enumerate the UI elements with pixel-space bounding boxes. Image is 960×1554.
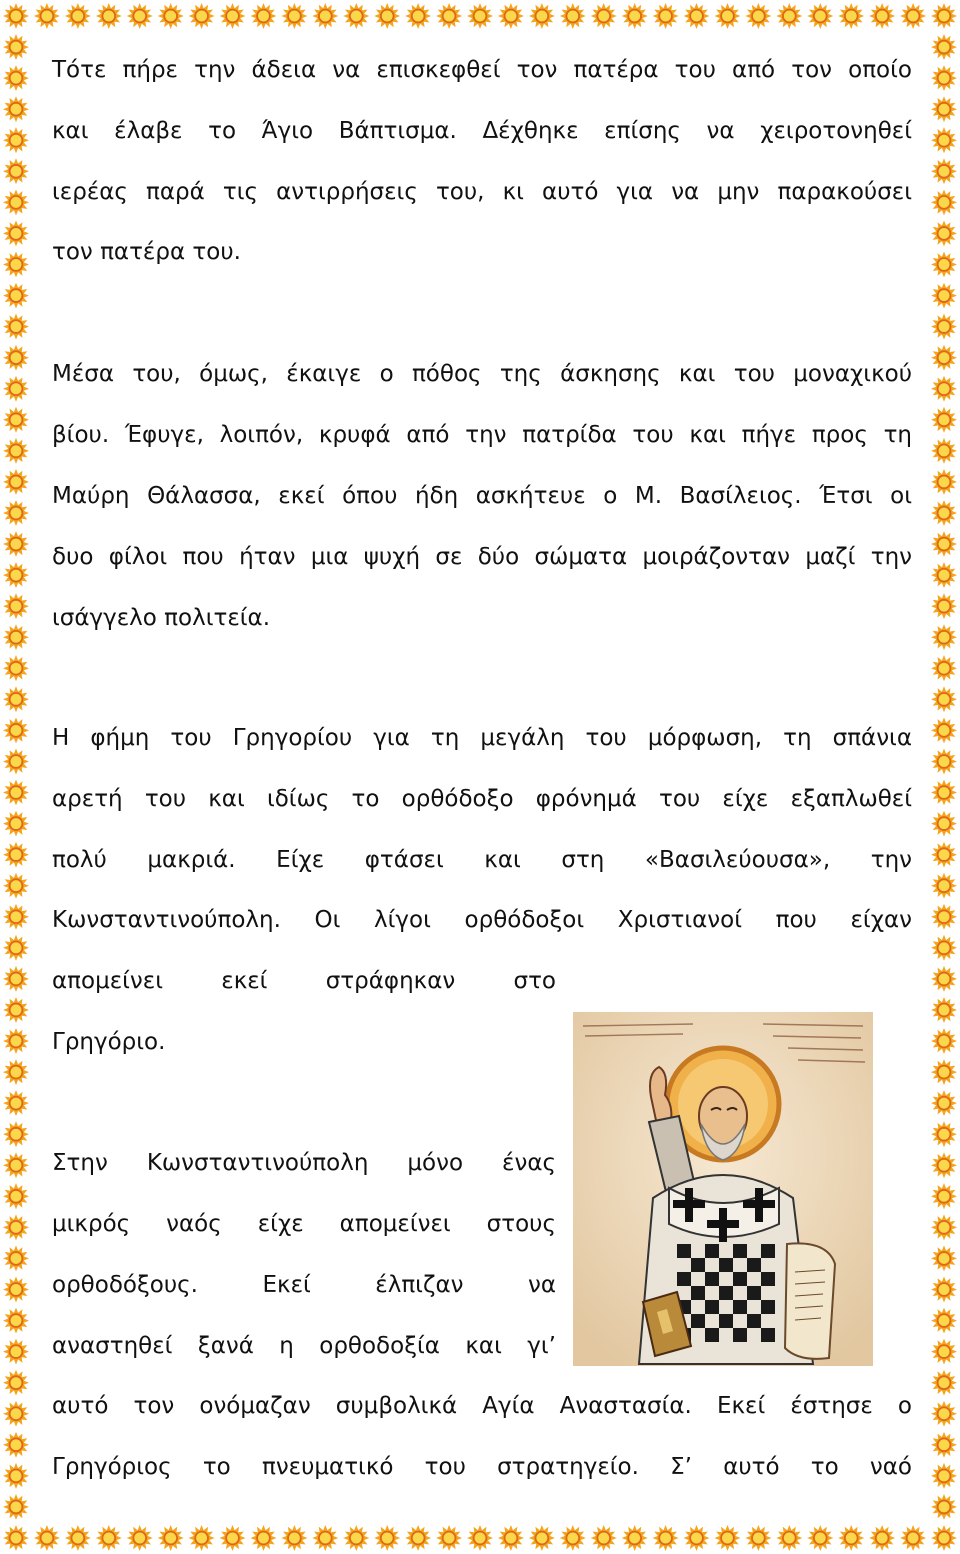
sun-ornament [3, 189, 29, 215]
text-line: αυτό τον ονόμαζαν συμβολικά Αγία Αναστασία. Εκεί έστησε ο [52, 1393, 912, 1419]
sun-ornament [931, 873, 957, 899]
sun-ornament [745, 1525, 771, 1551]
sun-ornament [3, 96, 29, 122]
text-line: μικρός ναός είχε απομείνει στους [52, 1211, 556, 1237]
text-line: Γρηγόριος το πνευματικό του στρατηγείο. Σ’ αυτό το ναό [52, 1454, 912, 1480]
sun-ornament [374, 3, 400, 29]
sun-ornament [807, 1525, 833, 1551]
sun-ornament [3, 717, 29, 743]
sun-ornament [931, 1152, 957, 1178]
sun-ornament [931, 189, 957, 215]
sun-ornament [3, 531, 29, 557]
sun-ornament [838, 3, 864, 29]
text-line: Μαύρη Θάλασσα, εκεί όπου ήδη ασκήτευε ο Μ. Βασίλειος. Έτσι οι [52, 483, 912, 509]
text-line: Μέσα του, όμως, έκαιγε ο πόθος της άσκησης και του μοναχικού [52, 361, 912, 387]
sun-ornament [281, 1525, 307, 1551]
sun-ornament [3, 469, 29, 495]
sun-ornament [931, 283, 957, 309]
sun-ornament [343, 3, 369, 29]
sun-ornament [281, 3, 307, 29]
sun-ornament [3, 562, 29, 588]
sun-ornament [684, 3, 710, 29]
sun-ornament [436, 3, 462, 29]
sun-ornament [3, 780, 29, 806]
sun-ornament [436, 1525, 462, 1551]
sun-ornament [931, 1245, 957, 1271]
sun-ornament [931, 469, 957, 495]
sun-ornament [3, 1370, 29, 1396]
sun-ornament [3, 624, 29, 650]
text-line: αναστηθεί ξανά η ορθοδοξία και γι’ [52, 1333, 556, 1359]
sun-ornament [931, 1090, 957, 1116]
text-line: Κωνσταντινούπολη. Οι λίγοι ορθόδοξοι Χριστιανοί που είχαν [52, 907, 912, 933]
sun-ornament [931, 500, 957, 526]
sun-ornament [931, 1214, 957, 1240]
sun-ornament [3, 1183, 29, 1209]
sun-ornament [467, 3, 493, 29]
sun-ornament [3, 65, 29, 91]
sun-ornament [467, 1525, 493, 1551]
sun-ornament [312, 3, 338, 29]
sun-ornament [931, 158, 957, 184]
sun-ornament [220, 3, 246, 29]
sun-ornament [3, 1494, 29, 1520]
sun-ornament [931, 1059, 957, 1085]
sun-ornament [931, 593, 957, 619]
sun-ornament [931, 314, 957, 340]
sun-ornament [653, 1525, 679, 1551]
sun-ornament [931, 3, 957, 29]
sun-ornament [931, 1183, 957, 1209]
sun-ornament [312, 1525, 338, 1551]
sun-ornament [34, 1525, 60, 1551]
sun-ornament [900, 3, 926, 29]
sun-ornament [560, 3, 586, 29]
sun-ornament [3, 1339, 29, 1365]
sun-ornament [3, 438, 29, 464]
text-line: πολύ μακριά. Είχε φτάσει και στη «Βασιλεύουσα», την [52, 847, 912, 873]
sun-ornament [343, 1525, 369, 1551]
sun-ornament [3, 500, 29, 526]
sun-ornament [931, 624, 957, 650]
sun-ornament [931, 717, 957, 743]
sun-ornament [251, 3, 277, 29]
sun-ornament [3, 966, 29, 992]
sun-ornament [96, 3, 122, 29]
sun-ornament [931, 997, 957, 1023]
sun-ornament [931, 842, 957, 868]
text-line: ισάγγελο πολιτεία. [52, 605, 271, 631]
sun-ornament [931, 127, 957, 153]
text-line: αρετή του και ιδίως το ορθόδοξο φρόνημά του είχε εξαπλωθεί [52, 786, 912, 812]
sun-ornament [3, 127, 29, 153]
sun-ornament [3, 935, 29, 961]
sun-ornament [931, 345, 957, 371]
sun-ornament [65, 3, 91, 29]
text-line: δυο φίλοι που ήταν μια ψυχή σε δύο σώματα μοιράζονταν μαζί την [52, 544, 912, 570]
sun-ornament [65, 1525, 91, 1551]
sun-ornament [3, 1525, 29, 1551]
sun-ornament [931, 1277, 957, 1303]
sun-ornament [3, 1432, 29, 1458]
sun-ornament [931, 1370, 957, 1396]
sun-ornament [931, 780, 957, 806]
sun-ornament [3, 1059, 29, 1085]
sun-ornament [900, 1525, 926, 1551]
sun-ornament [931, 1339, 957, 1365]
sun-ornament [931, 1525, 957, 1551]
text-line: και έλαβε το Άγιο Βάπτισμα. Δέχθηκε επίσης να χειροτονηθεί [52, 118, 912, 144]
sun-ornament [931, 655, 957, 681]
sun-ornament [3, 593, 29, 619]
sun-ornament [591, 3, 617, 29]
sun-ornament [3, 1308, 29, 1334]
sun-ornament [653, 3, 679, 29]
sun-ornament [931, 1432, 957, 1458]
saint-icon [573, 1012, 873, 1366]
sun-ornament [3, 655, 29, 681]
sun-ornament [3, 345, 29, 371]
sun-ornament [3, 407, 29, 433]
sun-ornament [745, 3, 771, 29]
text-line: τον πατέρα του. [52, 239, 241, 265]
sun-ornament [931, 65, 957, 91]
sun-ornament [220, 1525, 246, 1551]
sun-ornament [158, 1525, 184, 1551]
text-line: Η φήμη του Γρηγορίου για τη μεγάλη του μόρφωση, τη σπάνια [52, 725, 912, 751]
sun-ornament [3, 1277, 29, 1303]
sun-ornament [3, 34, 29, 60]
sun-ornament [931, 376, 957, 402]
sun-ornament [931, 531, 957, 557]
sun-ornament [529, 3, 555, 29]
sun-ornament [776, 3, 802, 29]
sun-ornament [622, 3, 648, 29]
sun-ornament [3, 1090, 29, 1116]
sun-ornament [931, 1121, 957, 1147]
sun-ornament [3, 842, 29, 868]
sun-ornament [405, 1525, 431, 1551]
sun-ornament [931, 935, 957, 961]
text-line: Στην Κωνσταντινούπολη μόνο ένας [52, 1150, 556, 1176]
sun-ornament [189, 3, 215, 29]
sun-ornament [3, 1152, 29, 1178]
sun-ornament [3, 283, 29, 309]
sun-ornament [189, 1525, 215, 1551]
sun-ornament [3, 686, 29, 712]
sun-ornament [3, 997, 29, 1023]
sun-ornament [776, 1525, 802, 1551]
sun-ornament [34, 3, 60, 29]
sun-ornament [931, 96, 957, 122]
sun-ornament [529, 1525, 555, 1551]
sun-ornament [931, 407, 957, 433]
sun-ornament [3, 1028, 29, 1054]
sun-ornament [3, 1463, 29, 1489]
sun-ornament [931, 252, 957, 278]
sun-ornament [931, 1494, 957, 1520]
sun-ornament [3, 749, 29, 775]
sun-ornament [3, 873, 29, 899]
sun-ornament [560, 1525, 586, 1551]
sun-ornament [931, 904, 957, 930]
sun-ornament [498, 3, 524, 29]
sun-ornament [3, 314, 29, 340]
text-line: απομείνει εκεί στράφηκαν στο [52, 968, 556, 994]
sun-ornament [3, 1245, 29, 1271]
sun-ornament [807, 3, 833, 29]
sun-ornament [869, 3, 895, 29]
sun-ornament [96, 1525, 122, 1551]
sun-ornament [622, 1525, 648, 1551]
sun-ornament [931, 1028, 957, 1054]
sun-ornament [498, 1525, 524, 1551]
sun-ornament [3, 1121, 29, 1147]
sun-ornament [591, 1525, 617, 1551]
sun-ornament [931, 1401, 957, 1427]
sun-ornament [3, 811, 29, 837]
sun-ornament [3, 3, 29, 29]
sun-ornament [931, 438, 957, 464]
sun-ornament [3, 252, 29, 278]
sun-ornament [715, 3, 741, 29]
text-line: βίου. Έφυγε, λοιπόν, κρυφά από την πατρίδα του και πήγε προς τη [52, 422, 912, 448]
text-line: ιερέας παρά τις αντιρρήσεις του, κι αυτό για να μην παρακούσει [52, 179, 912, 205]
text-line: ορθοδόξους. Εκεί έλπιζαν να [52, 1272, 556, 1298]
sun-ornament [931, 686, 957, 712]
sun-ornament [869, 1525, 895, 1551]
sun-ornament [127, 1525, 153, 1551]
sun-ornament [251, 1525, 277, 1551]
sun-ornament [931, 811, 957, 837]
sun-ornament [3, 904, 29, 930]
sun-ornament [3, 376, 29, 402]
sun-ornament [158, 3, 184, 29]
sun-ornament [715, 1525, 741, 1551]
sun-ornament [3, 158, 29, 184]
sun-ornament [3, 220, 29, 246]
sun-ornament [374, 1525, 400, 1551]
sun-ornament [931, 966, 957, 992]
sun-ornament [931, 34, 957, 60]
sun-ornament [931, 749, 957, 775]
text-line: Τότε πήρε την άδεια να επισκεφθεί τον πατέρα του από τον οποίο [52, 57, 912, 83]
sun-ornament [127, 3, 153, 29]
sun-ornament [931, 1463, 957, 1489]
sun-ornament [3, 1401, 29, 1427]
sun-ornament [931, 220, 957, 246]
sun-ornament [405, 3, 431, 29]
sun-ornament [3, 1214, 29, 1240]
sun-ornament [931, 1308, 957, 1334]
sun-ornament [684, 1525, 710, 1551]
sun-ornament [931, 562, 957, 588]
sun-ornament [838, 1525, 864, 1551]
text-line: Γρηγόριο. [52, 1029, 166, 1055]
